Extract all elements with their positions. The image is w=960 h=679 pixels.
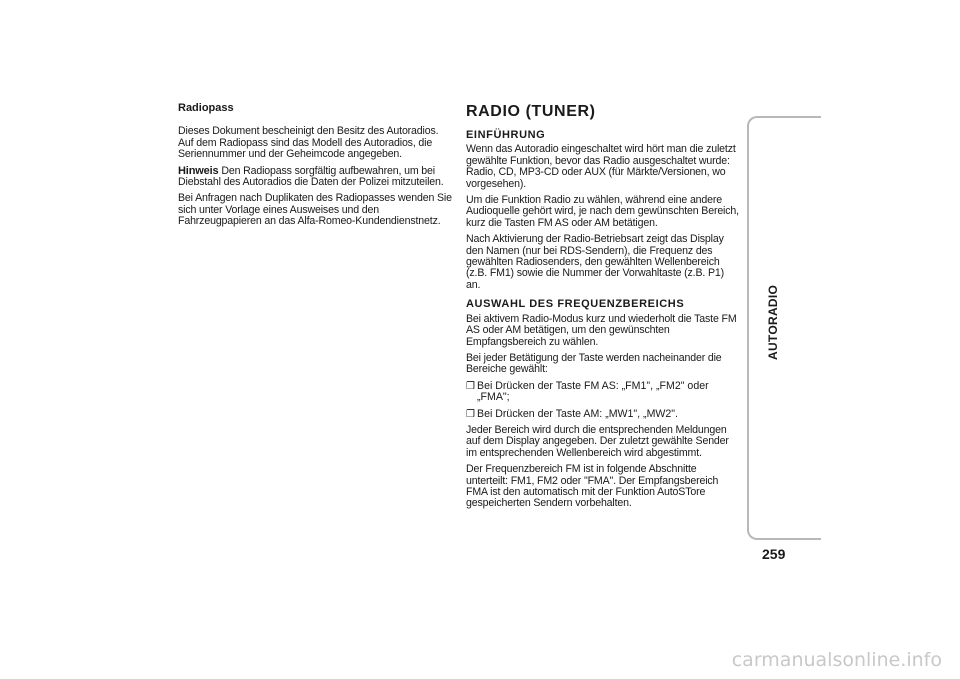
radiopass-heading: Radiopass	[178, 102, 234, 114]
list-item	[466, 409, 741, 420]
duplicate-paragraph: Bei Anfragen nach Duplikaten des Radiopasses wenden Sie sich unter Vorlage eines Ausweises und den Fahrzeugpapieren an das Alfa-Romeo-Kundendienstnetz.	[178, 192, 452, 228]
intro-paragraph-2: Um die Funktion Radio zu wählen, während eine andere Audioquelle gehört wird, je nach dem gewünschten Bereich, kurz die Tasten FM AS oder AM betätigen.	[466, 194, 739, 229]
checkbox-bullet-icon: ❒	[466, 408, 475, 420]
band-paragraph-2: Bei jeder Betätigung der Taste werden nacheinander die Bereiche gewählt:	[466, 351, 722, 376]
band-paragraph-3: Jeder Bereich wird durch die entsprechenden Meldungen auf dem Display angegeben. Der zuletzt gewählte Sender im entsprechenden Wellenbereich wird abgestimmt.	[466, 423, 729, 459]
hint-paragraph	[178, 166, 453, 189]
section-tab-label: AUTORADIO	[766, 284, 780, 360]
page-number: 259	[762, 546, 786, 562]
section-title: RADIO (TUNER)	[466, 103, 596, 120]
bullet-text: Bei Drücken der Taste FM AS: „FM1", „FM2" oder „FMA";	[477, 379, 709, 404]
band-paragraph-4: Der Frequenzbereich FM ist in folgende Abschnitte unterteilt: FM1, FM2 oder "FMA". Der Empfangsbereich FMA ist den automatisch mit der Funktion AutoSTore gespeicherten Sendern vorbehalten.	[466, 463, 719, 510]
band-selection-heading: AUSWAHL DES FREQUENZBEREICHS	[466, 298, 685, 311]
section-tab	[747, 116, 821, 540]
right-column	[466, 103, 741, 515]
intro-heading: EINFÜHRUNG	[466, 129, 546, 141]
left-column	[178, 103, 453, 233]
band-paragraph-1: Bei aktivem Radio-Modus kurz und wiederholt die Taste FM AS oder AM betätigen, um den gewünschten Empfangsbereich zu wählen.	[466, 312, 737, 348]
intro-paragraph-1: Wenn das Autoradio eingeschaltet wird hört man die zuletzt gewählte Funktion, bevor das Radio ausgeschaltet wurde: Radio, CD, MP3-CD oder AUX (für Märkte/Versionen, wo vorgesehen).	[466, 143, 736, 190]
list-item	[466, 381, 741, 404]
hint-text: Den Radiopass sorgfältig aufbewahren, um bei Diebstahl des Autoradios die Daten der Polizei mitzuteilen.	[178, 164, 444, 189]
bullet-text: Bei Drücken der Taste AM: „MW1", „MW2".	[477, 407, 679, 420]
radiopass-paragraph: Dieses Dokument bescheinigt den Besitz des Autoradios. Auf dem Radiopass sind das Modell des Autoradios, die Seriennummer und der Geheimcode angegeben.	[178, 125, 439, 161]
intro-paragraph-3: Nach Aktivierung der Radio-Betriebsart zeigt das Display den Namen (nur bei RDS-Sendern), die Frequenz des gewählten Radiosenders, den gewählten Wellenbereich (z.B. FM1) sowie die Nummer der Vorwahltaste (z.B. P1) an.	[466, 233, 725, 291]
watermark: carmanualsonline.info	[731, 649, 942, 671]
hint-label: Hinweis	[178, 164, 219, 177]
checkbox-bullet-icon: ❒	[466, 380, 475, 392]
